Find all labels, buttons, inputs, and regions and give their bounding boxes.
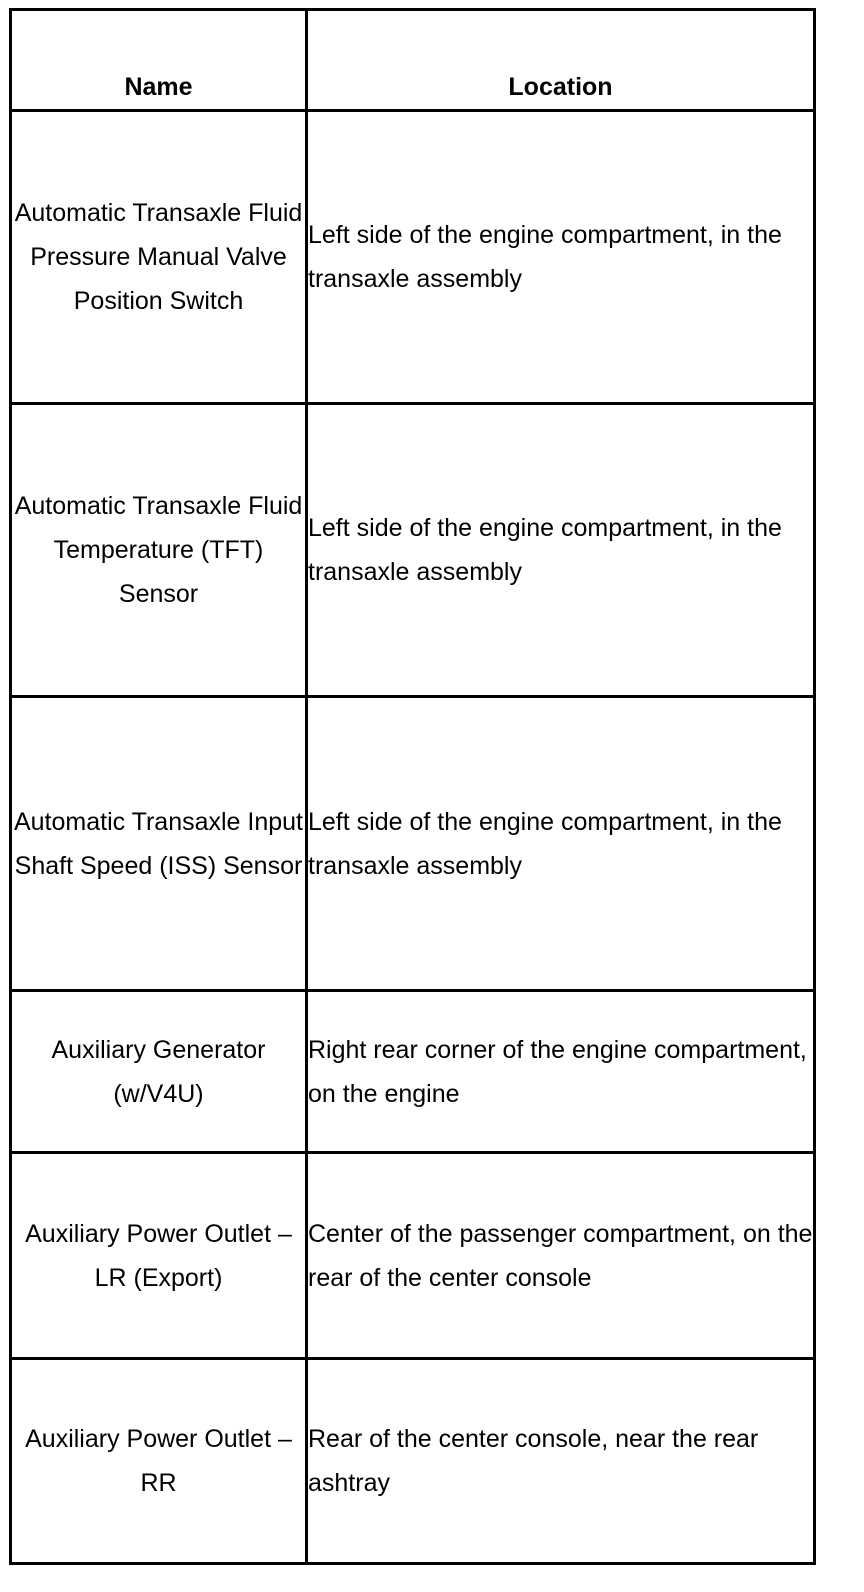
component-location-table	[9, 8, 816, 1565]
component-location-cell	[307, 697, 815, 991]
component-name: Auxiliary Power Outlet – RR	[25, 1425, 292, 1497]
component-name: Automatic Transaxle Fluid Pressure Manual Valve Position Switch	[14, 199, 303, 315]
component-name-cell	[11, 991, 307, 1153]
table-row	[11, 404, 815, 697]
component-location-cell	[307, 1153, 815, 1359]
component-name-cell	[11, 404, 307, 697]
component-name-cell	[11, 111, 307, 404]
location-column-header: Location	[307, 10, 815, 111]
header-row	[11, 10, 815, 111]
component-name-cell	[11, 1153, 307, 1359]
component-name-cell	[11, 1359, 307, 1564]
component-location-cell	[307, 111, 815, 404]
table-row	[11, 991, 815, 1153]
component-name-cell	[11, 697, 307, 991]
component-name: Automatic Transaxle Fluid Temperature (TFT) Sensor	[14, 492, 303, 608]
component-location: Left side of the engine compartment, in the transaxle assembly	[308, 807, 782, 880]
component-name: Automatic Transaxle Input Shaft Speed (ISS) Sensor	[13, 807, 304, 880]
component-location-cell	[307, 1359, 815, 1564]
table-row	[11, 1359, 815, 1564]
component-location-cell	[307, 991, 815, 1153]
table-row	[11, 1153, 815, 1359]
component-location: Center of the passenger compartment, on the rear of the center console	[308, 1219, 813, 1292]
component-location: Left side of the engine compartment, in the transaxle assembly	[308, 221, 782, 293]
table-row	[11, 111, 815, 404]
component-name: Auxiliary Power Outlet – LR (Export)	[25, 1219, 292, 1292]
name-column-header: Name	[11, 10, 307, 111]
table-row	[11, 697, 815, 991]
component-location: Rear of the center console, near the rear ashtray	[308, 1425, 759, 1497]
component-name: Auxiliary Generator (w/V4U)	[51, 1035, 266, 1108]
component-location: Left side of the engine compartment, in the transaxle assembly	[308, 514, 782, 586]
component-location: Right rear corner of the engine compartment, on the engine	[308, 1035, 807, 1108]
component-location-cell	[307, 404, 815, 697]
